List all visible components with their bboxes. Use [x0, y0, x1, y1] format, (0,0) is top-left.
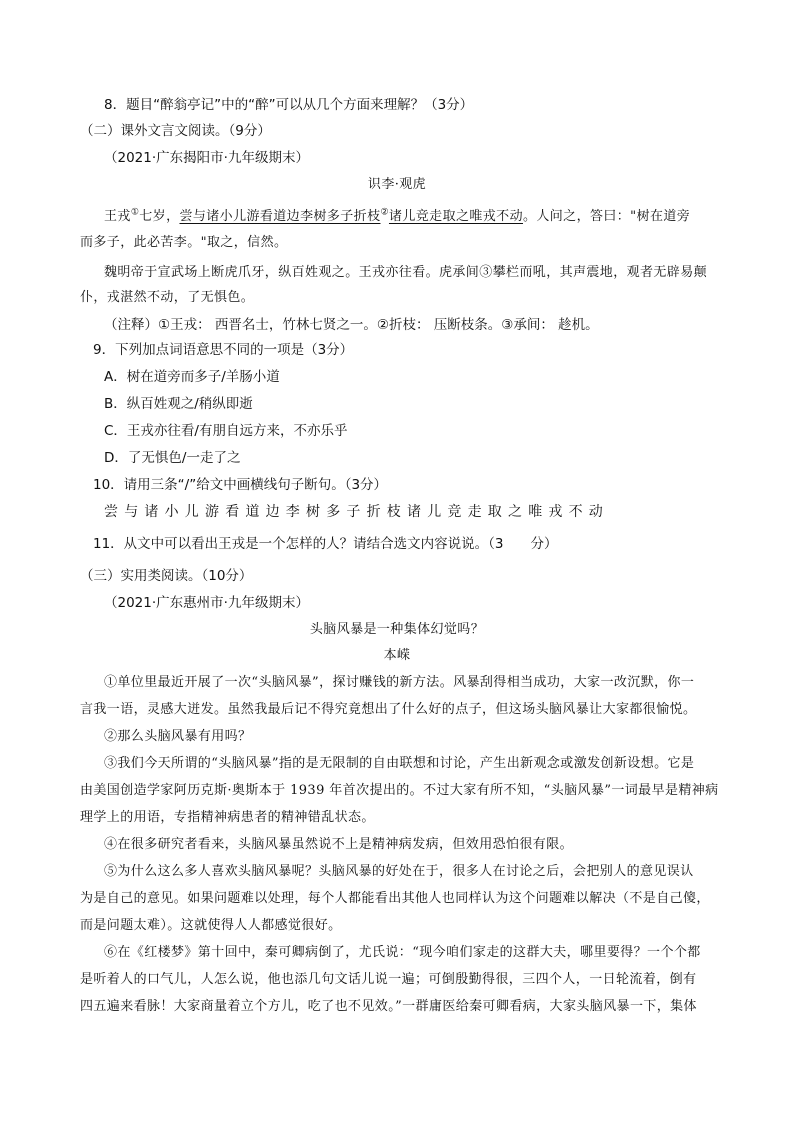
article-line: 为是自己的意见。如果问题难以处理，每个人都能看出其他人也同样认为这个问题难以解决（不是自己傻， [80, 891, 710, 906]
passage-paragraph-2-line-1: 魏明帝于宣武场上断虎爪牙，纵百姓观之。王戎亦往看。虎承间③攀栏而吼，其声震地，观者无辟易颠 [104, 265, 708, 280]
question-10: 10．请用三条“/”给文中画横线句子断句。（3分） [93, 477, 388, 493]
article-line: ⑤为什么这么多人喜欢头脑风暴呢？头脑风暴的好处在于，很多人在讨论之后，会把别人的意见误认 [104, 864, 694, 879]
question-11: 11．从文中可以看出王戎是一个怎样的人？请结合选文内容说说。（3 分） [93, 536, 558, 552]
passage-text: 王戎 [104, 209, 131, 224]
question-9: 9．下列加点词语意思不同的一项是（3分） [93, 342, 354, 358]
footnote-marker: ① [130, 207, 140, 218]
passage-text: 。人问之，答曰："树在道旁 [522, 209, 691, 224]
article-line: ③我们今天所谓的“头脑风暴”指的是无限制的自由联想和讨论，产生出新观念或激发创新设想。它是 [104, 756, 695, 771]
article-line: 理学上的用语，专指精神病患者的精神错乱状态。 [80, 810, 375, 825]
passage-text: 七岁， [139, 209, 180, 224]
passage-title: 识李·观虎 [367, 177, 427, 192]
passage-paragraph-1-line-1 [104, 207, 690, 227]
section-3-source: （2021·广东惠州市·九年级期末） [104, 595, 309, 611]
article-line: 而是问题太难）。这就使得人人都感觉很好。 [80, 918, 342, 933]
question-9-option-b: B．纵百姓观之/稍纵即逝 [104, 396, 253, 412]
question-8: 8．题目“醉翁亭记”中的“醉”可以从几个方面来理解？（3分） [104, 97, 474, 113]
article-line: 是听着人的口气儿，人怎么说，他也添几句文话儿说一遍；可倒殷勤得很，三四个人，一日轮流着，倒有 [80, 972, 697, 987]
article-line: 由美国创造学家阿历克斯·奥斯本于 1939 年首次提出的。不过大家有所不知，“头脑风暴”一词最早是精神病 [80, 783, 719, 798]
article-line: 言我一语，灵感大迸发。虽然我最后记不得究竟想出了什么好的点子，但这场头脑风暴让大家都很愉悦。 [80, 702, 697, 717]
article-author: 本嵘 [383, 648, 411, 663]
question-9-option-a: A．树在道旁而多子/羊肠小道 [104, 369, 280, 385]
underlined-sentence-part-1: 尝与诸小儿游看道边李树多子折枝 [179, 209, 381, 224]
underlined-sentence-part-2: 诸儿竞走取之唯戎不动 [388, 209, 523, 224]
question-9-option-d: D．了无惧色/一走了之 [104, 450, 241, 466]
section-2-title: （二）课外文言文阅读。（9分） [80, 123, 271, 139]
question-10-sentence: 尝与诸小儿游看道边李树多子折枝诸儿竞走取之唯戎不动 [104, 504, 609, 520]
article-line: ②那么头脑风暴有用吗？ [104, 729, 252, 744]
question-9-option-c: C．王戎亦往看/有朋自远方来，不亦乐乎 [104, 423, 348, 439]
passage-notes: （注释）①王戎： 西晋名士，竹林七贤之一。②折枝： 压断枝条。③承间： 趁机。 [104, 317, 599, 333]
footnote-marker: ② [380, 207, 389, 218]
article-line: ①单位里最近开展了一次“头脑风暴”，探讨赚钱的新方法。风暴刮得相当成功，大家一改沉默，你一 [104, 675, 695, 690]
passage-paragraph-2-line-2: 仆，戎湛然不动，了无惧色。 [80, 290, 255, 305]
article-line: ⑥在《红楼梦》第十回中，秦可卿病倒了，尤氏说：“现今咱们家走的这群大夫，哪里要得？一个个都 [104, 945, 701, 960]
article-line: ④在很多研究者看来，头脑风暴虽然说不上是精神病发病，但效用恐怕很有限。 [104, 837, 574, 852]
passage-paragraph-1-line-2: 而多子，此必苦李。"取之，信然。 [80, 235, 288, 250]
section-3-title: （三）实用类阅读。（10分） [80, 568, 253, 584]
section-2-source: （2021·广东揭阳市·九年级期末） [104, 150, 309, 166]
article-title: 头脑风暴是一种集体幻觉吗？ [309, 622, 485, 637]
article-line: 四五遍来看脉！大家商量着立个方儿，吃了也不见效。”一群庸医给秦可卿看病，大家头脑风暴一下，集体 [80, 999, 697, 1014]
